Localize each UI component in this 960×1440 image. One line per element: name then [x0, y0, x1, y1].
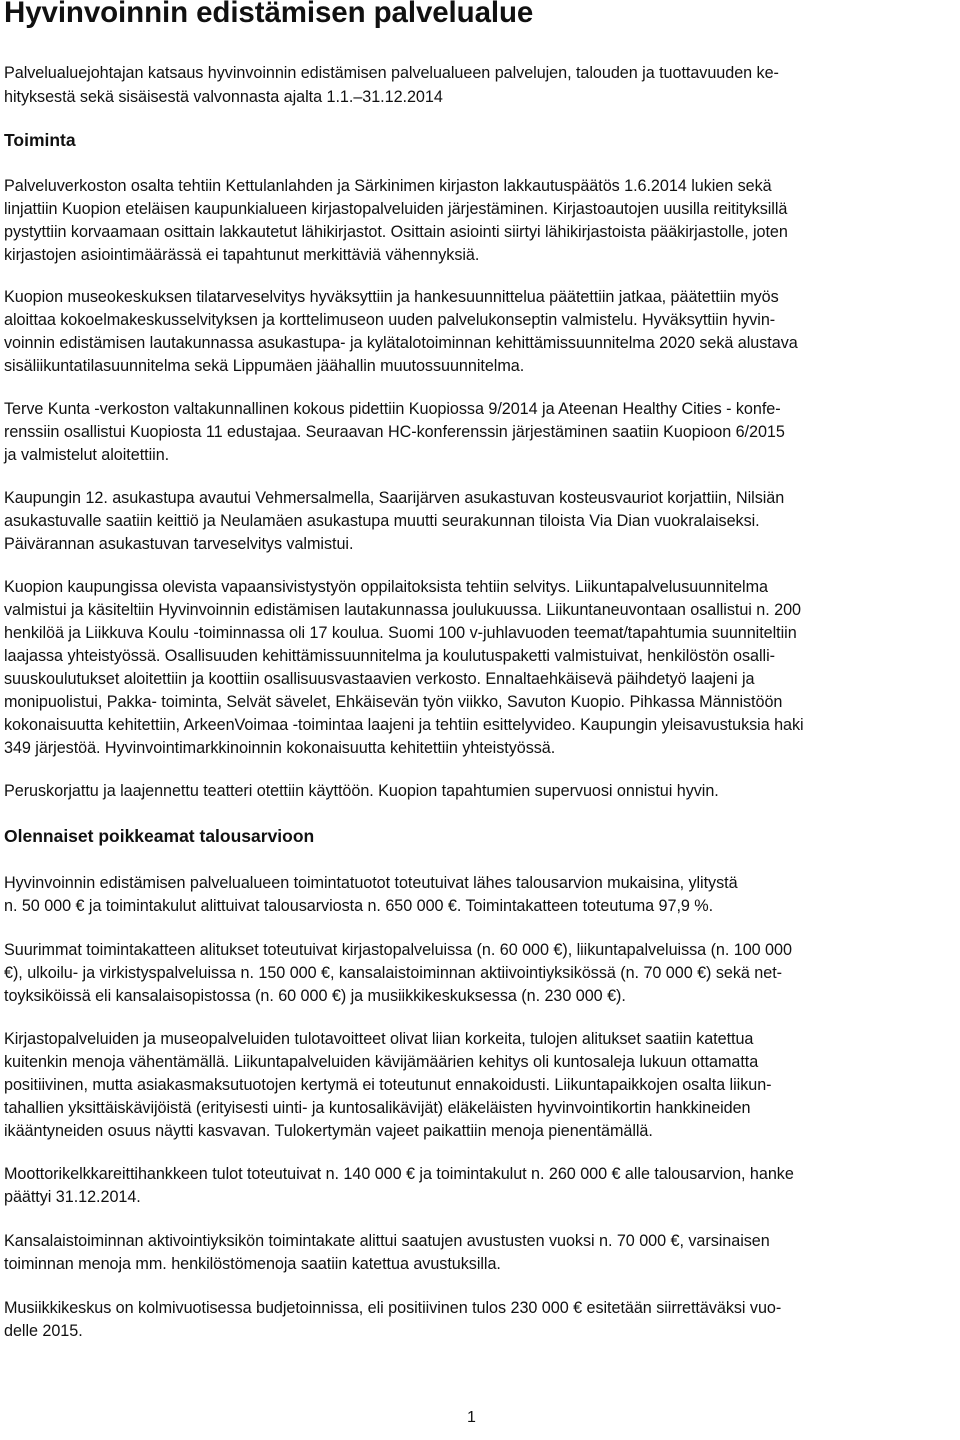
page-title: Hyvinvoinnin edistämisen palvelualue — [4, 0, 534, 29]
text-line: kuitenkin menoja vähentämällä. Liikuntapalveluiden kävijämäärien kehitys oli kuntosaleja lukuun ottamatta — [4, 1053, 759, 1071]
text-line: valmistui ja käsiteltiin Hyvinvoinnin edistämisen lautakunnassa joulukuussa. Liikuntaneuvontaan osallistui n. 200 — [4, 601, 801, 619]
text-line: renssiin osallistui Kuopiosta 11 edustajaa. Seuraavan HC-konferenssin järjestäminen saatiin Kuopioon 6/2015 — [4, 423, 785, 441]
text-line: voinnin edistämisen lautakunnassa asukastupa- ja kylätalotoiminnan kehittämissuunnitelma 2020 sekä alustava — [4, 334, 798, 352]
text-line: toyksiköissä eli kansalaisopistossa (n. 60 000 €) ja musiikkikeskuksessa (n. 230 000 €). — [4, 987, 626, 1005]
text-line: tahallien yksittäiskävijöistä (erityisesti uinti- ja kuntosalikävijät) eläkeläisten hyvinvointikortin hankkineiden — [4, 1099, 751, 1117]
text-line: ja valmistelut aloitettiin. — [4, 446, 170, 464]
text-line: delle 2015. — [4, 1322, 83, 1340]
text-line: Kansalaistoiminnan aktivointiyksikön toimintakate alittui saatujen avustusten vuoksi n. 70 000 €, varsinaisen — [4, 1232, 770, 1250]
text-line: positiivinen, mutta asiakasmaksutuotojen kertymä ei toteutunut ennakoidusti. Liikuntapaikkojen osalta liikun- — [4, 1076, 772, 1094]
text-line: päättyi 31.12.2014. — [4, 1188, 141, 1206]
text-line: kokonaisuutta kehitettiin, ArkeenVoimaa -toimintaa laajeni ja tehtiin esittelyvideo. Kaupungin yleisavustuksia haki — [4, 716, 804, 734]
text-line: linjattiin Kuopion eteläisen kaupunkialueen kirjastopalveluiden järjestäminen. Kirjastoautojen uusilla reitityksillä — [4, 200, 788, 218]
text-line: hityksestä sekä sisäisestä valvonnasta ajalta 1.1.–31.12.2014 — [4, 88, 443, 106]
text-line: Hyvinvoinnin edistämisen palvelualueen toimintatuotot toteutuivat lähes talousarvion mukaisina, ylitystä — [4, 874, 738, 892]
text-line: Kirjastopalveluiden ja museopalveluiden tulotavoitteet olivat liian korkeita, tulojen alitukset saatiin katettua — [4, 1030, 754, 1048]
text-line: monipuolistui, Pakka- toiminta, Selvät sävelet, Ehkäisevän työn viikko, Savuton Kuopio. Pihkassa Männistöön — [4, 693, 783, 711]
text-line: Kuopion museokeskuksen tilatarveselvitys hyväksyttiin ja hankesuunnittelua päätettiin jatkaa, päätettiin myös — [4, 288, 779, 306]
text-line: suuskoulutukset aloitettiin ja koottiin osallisuusvastaavien verkosto. Ennaltaehkäisevä päihdetyö laajeni ja — [4, 670, 755, 688]
section-heading-poikkeamat: Olennaiset poikkeamat talousarvioon — [4, 826, 315, 846]
text-line: henkilöä ja Liikkuva Koulu -toiminnassa oli 17 koulua. Suomi 100 v-juhlavuoden teemat/tapahtumia suunniteltiin — [4, 624, 797, 642]
text-line: toiminnan menoja mm. henkilöstömenoja saatiin katettua avustuksilla. — [4, 1255, 501, 1273]
page-number: 1 — [467, 1409, 476, 1426]
text-line: kirjastojen asiointimäärässä ei tapahtunut merkittäviä vähennyksiä. — [4, 246, 480, 264]
text-line: Kuopion kaupungissa olevista vapaansivistystyön oppilaitoksista tehtiin selvitys. Liikuntapalvelusuunnitelma — [4, 578, 768, 596]
text-line: Päivärannan asukastuvan tarveselvitys valmistui. — [4, 535, 354, 553]
text-line: laajassa yhteistyössä. Osallisuuden kehittämissuunnitelma ja koulutuspaketti valmistuivat, henkilöstön osalli- — [4, 647, 775, 665]
text-line: Palvelualuejohtajan katsaus hyvinvoinnin edistämisen palvelualueen palvelujen, talouden ja tuottavuuden ke- — [4, 64, 779, 82]
text-line: Palveluverkoston osalta tehtiin Kettulanlahden ja Särkinimen kirjaston lakkautuspäätös 1.6.2014 lukien sekä — [4, 177, 772, 195]
text-line: n. 50 000 € ja toimintakulut alittuivat talousarviosta n. 650 000 €. Toimintakatteen toteutuma 97,9 %. — [4, 897, 714, 915]
text-line: Peruskorjattu ja laajennettu teatteri otettiin käyttöön. Kuopion tapahtumien supervuosi onnistui hyvin. — [4, 782, 719, 800]
text-line: asukastuvalle saatiin keittiö ja Neulamäen asukastupa muutti seurakunnan tiloista Via Dian vuokralaiseksi. — [4, 512, 760, 530]
text-line: Kaupungin 12. asukastupa avautui Vehmersalmella, Saarijärven asukastuvan kosteusvauriot korjattiin, Nilsiän — [4, 489, 785, 507]
text-line: sisäliikuntatilasuunnitelma sekä Lippumäen jäähallin muutossuunnitelma. — [4, 357, 525, 375]
text-line: ikääntyneiden osuus näytti kasvavan. Tulokertymän vajeet paikattiin menoja pienentämällä. — [4, 1122, 653, 1140]
text-line: 349 järjestöä. Hyvinvointimarkkinoinnin kokonaisuutta kehitettiin yhteistyössä. — [4, 739, 556, 757]
section-heading-toiminta: Toiminta — [4, 130, 76, 150]
text-line: Musiikkikeskus on kolmivuotisessa budjetoinnissa, eli positiivinen tulos 230 000 € esitetään siirrettäväksi vuo- — [4, 1299, 782, 1317]
text-line: Suurimmat toimintakatteen alitukset toteutuivat kirjastopalveluissa (n. 60 000 €), liikuntapalveluissa (n. 100 000 — [4, 941, 792, 959]
text-line: Terve Kunta -verkoston valtakunnallinen kokous pidettiin Kuopiossa 9/2014 ja Ateenan Healthy Cities - konfe- — [4, 400, 781, 418]
text-line: €), ulkoilu- ja virkistyspalveluissa n. 150 000 €, kansalaistoiminnan aktiivointiyksikössä (n. 70 000 €) sekä net- — [4, 964, 782, 982]
text-line: pystyttiin korvaamaan osittain lakkautetut lähikirjastot. Osittain asiointi siirtyi lähikirjastoista pääkirjastolle, joten — [4, 223, 788, 241]
text-line: Moottorikelkkareittihankkeen tulot toteutuivat n. 140 000 € ja toimintakulut n. 260 000 € alle talousarvion, hanke — [4, 1165, 794, 1183]
text-line: aloittaa kokoelmakeskusselvityksen ja korttelimuseon uuden palvelukonseptin valmistelu. Hyväksyttiin hyvin- — [4, 311, 776, 329]
